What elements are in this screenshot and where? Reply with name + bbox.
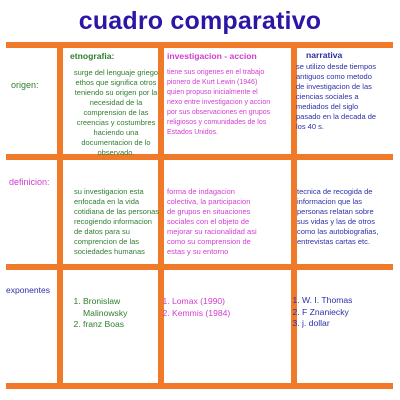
list-item: 1. Lomax (1990) [172, 296, 287, 308]
text-line: documentacion de lo [81, 138, 151, 147]
text-line: comprension de las [83, 108, 149, 117]
row-label-exponentes: exponentes [6, 285, 50, 295]
text-line: como las autobiografias, [297, 227, 379, 236]
text-line: sociedades humanas [74, 247, 145, 256]
text-line: por sus observaciones en grupos [167, 109, 271, 116]
text-line: los 40 s. [296, 122, 324, 131]
text-line: comprencion de las [74, 237, 140, 246]
text-line: forma de indagacion [167, 187, 235, 196]
grid-line-row2 [6, 264, 393, 270]
text-line: nexo entre investigacion y accion [167, 99, 271, 106]
list-item: 2. franz Boas [83, 319, 158, 331]
text-line: creencias y costumbres [76, 118, 156, 127]
text-line: tiene sus origenes en el trabajo [167, 69, 265, 76]
text-line: pasado en la decada de [296, 112, 377, 121]
definicion-narrativa [297, 187, 394, 247]
text-line: de datos para su [74, 227, 130, 236]
header-etnografia: etnografia: [70, 51, 115, 61]
text-line: ciencias sociales a [296, 92, 359, 101]
grid-line-top [6, 42, 393, 48]
grid-line-col1 [57, 42, 63, 389]
text-line: Estados Unidos. [167, 129, 218, 136]
grid-line-row1 [6, 154, 393, 160]
text-line: recogiendo informacion [74, 217, 152, 226]
list-item: 1. W. I. Thomas [302, 295, 392, 307]
origen-narrativa [296, 62, 394, 132]
exponentes-investigacion-accion [157, 296, 287, 319]
text-line: haciendo una [93, 128, 139, 137]
text-line: mediados del siglo [296, 102, 359, 111]
list-item: 3. j. dollar [302, 318, 392, 330]
text-line: de investigacion de las [296, 82, 372, 91]
text-line: personas relatan sobre [297, 207, 374, 216]
text-line: observado. [97, 148, 135, 157]
grid-line-bottom [6, 383, 393, 389]
text-line: sus vidas y las de otros [297, 217, 375, 226]
text-line: pionero de Kurt Lewin (1946) [167, 79, 258, 86]
text-line: estas y su entorno [167, 247, 229, 256]
text-line: se utilizo desde tiempos [296, 62, 377, 71]
definicion-etnografia [74, 187, 160, 257]
text-line: de grupos en situaciones [167, 207, 251, 216]
text-line: surge del lenguaje griego [73, 68, 159, 77]
text-line: entrevistas cartas etc. [297, 237, 370, 246]
text-line: cotidiana de las personas [74, 207, 160, 216]
header-investigacion-accion: investigacion - accion [167, 51, 257, 61]
text-line: tecnica de recogida de [297, 187, 373, 196]
text-line: antiguos como metodo [296, 72, 372, 81]
header-narrativa: narrativa [306, 50, 343, 60]
list-item: 2. F Znaniecky [302, 307, 392, 319]
text-line: como su comprension de [167, 237, 251, 246]
list-item: 2. Kemmis (1984) [172, 308, 287, 320]
exponentes-narrativa [287, 295, 392, 330]
origen-investigacion-accion [167, 68, 289, 138]
exponentes-etnografia [68, 296, 158, 331]
definicion-investigacion-accion [167, 187, 289, 257]
text-line: necesidad de la [89, 98, 143, 107]
text-line: religiosos y comunidades de los [167, 119, 267, 126]
list-item: 1. Bronislaw Malinowsky [83, 296, 158, 319]
text-line: sociales con el objeto de [167, 217, 250, 226]
row-label-definicion: definicion: [9, 177, 50, 187]
text-line: enfocada en la vida [74, 197, 140, 206]
page-title: cuadro comparativo [78, 7, 322, 35]
text-line: mejorar su racionalidad asi [167, 227, 257, 236]
text-line: teniendo su origen por la [74, 88, 158, 97]
text-line: ethos que significa otros [75, 78, 157, 87]
text-line: quien propuso inicialmente el [167, 89, 258, 96]
origen-etnografia [72, 68, 160, 158]
text-line: informacion que las [297, 197, 363, 206]
text-line: su investigacion esta [74, 187, 144, 196]
text-line: colectiva, la participacion [167, 197, 251, 206]
row-label-origen: origen: [11, 80, 39, 90]
